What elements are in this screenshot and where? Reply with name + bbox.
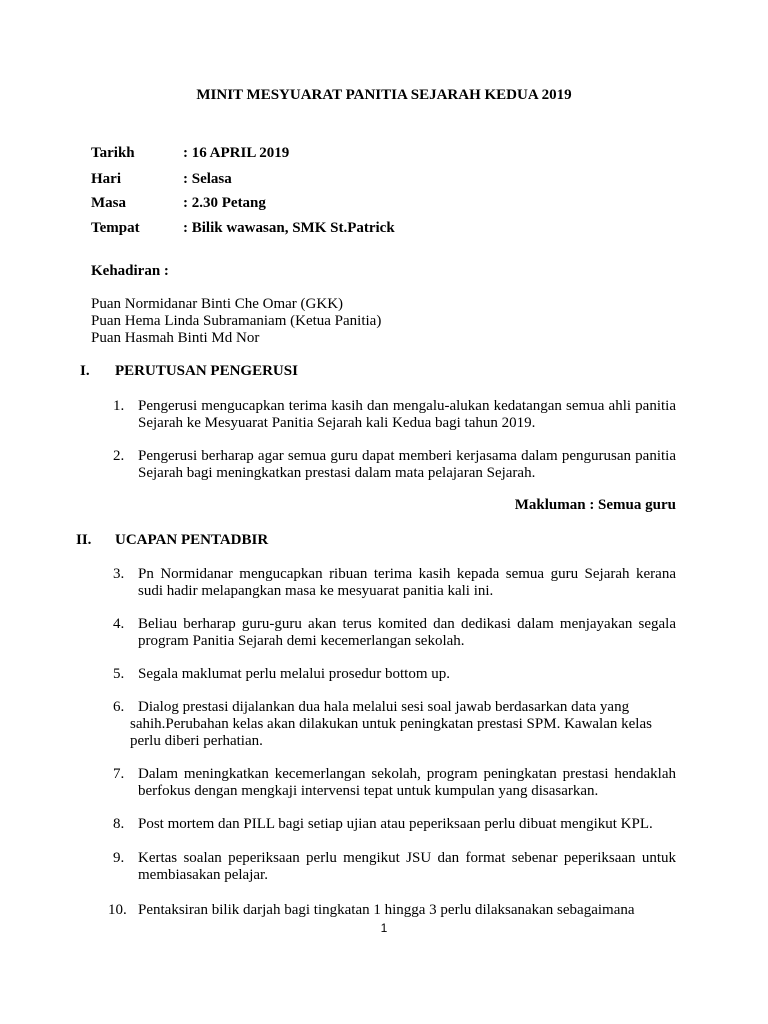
item-text: Pengerusi berharap agar semua guru dapat memberi kerjasama dalam pengurusan panitia Sejarah bagi meningkatkan prestasi dalam mata pelajaran Sejarah. (138, 448, 676, 481)
info-value-day: : Selasa (183, 171, 232, 187)
info-label-place: Tempat (91, 220, 140, 236)
item-text-line: perlu diberi perhatian. (130, 733, 263, 749)
item-text: Pentaksiran bilik darjah bagi tingkatan 1 hingga 3 perlu dilaksanakan sebagaimana (138, 902, 635, 918)
section-title: UCAPAN PENTADBIR (115, 532, 269, 548)
list-item (113, 666, 676, 683)
info-value-date: : 16 APRIL 2019 (183, 145, 290, 161)
item-number: 9. (113, 850, 125, 866)
item-text: Beliau berharap guru-guru akan terus komited dan dedikasi dalam menjayakan segala program Panitia Sejarah demi kecemerlangan sekolah. (138, 616, 676, 649)
list-item (113, 850, 676, 884)
item-text: Kertas soalan peperiksaan perlu mengikut JSU dan format sebenar peperiksaan untuk membiasakan pelajar. (138, 850, 676, 883)
info-label-time: Masa (91, 195, 126, 211)
item-text: Pn Normidanar mengucapkan ribuan terima kasih kepada semua guru Sejarah kerana sudi hadir melapangkan masa ke mesyuarat panitia kali ini. (138, 566, 676, 599)
attendance-member: Puan Hema Linda Subramaniam (Ketua Panitia) (91, 313, 382, 329)
list-item (113, 816, 676, 833)
item-number: 1. (113, 398, 125, 414)
info-value-time: : 2.30 Petang (183, 195, 266, 211)
item-number: 7. (113, 766, 125, 782)
page-number: 1 (380, 921, 388, 935)
list-item (113, 398, 676, 432)
list-item (113, 616, 676, 650)
attendance-heading: Kehadiran : (91, 263, 169, 279)
list-item (113, 566, 676, 600)
item-text-line: sahih.Perubahan kelas akan dilakukan untuk peningkatan prestasi SPM. Kawalan kelas (130, 716, 652, 732)
item-number: 3. (113, 566, 125, 582)
section-numeral: II. (76, 532, 92, 548)
item-number: 10. (108, 902, 127, 918)
item-text: Post mortem dan PILL bagi setiap ujian atau peperiksaan perlu dibuat mengikut KPL. (138, 816, 653, 832)
item-text-line: Dialog prestasi dijalankan dua hala melalui sesi soal jawab berdasarkan data yang (138, 699, 630, 715)
document-title: MINIT MESYUARAT PANITIA SEJARAH KEDUA 2019 (196, 87, 572, 103)
section-title: PERUTUSAN PENGERUSI (115, 363, 298, 379)
item-number: 2. (113, 448, 125, 464)
item-text: Dalam meningkatkan kecemerlangan sekolah, program peningkatan prestasi hendaklah berfokus dengan mengkaji intervensi tepat untuk kumpulan yang disasarkan. (138, 766, 676, 799)
attendance-member: Puan Hasmah Binti Md Nor (91, 330, 260, 346)
info-label-day: Hari (91, 171, 121, 187)
item-number: 5. (113, 666, 125, 682)
item-text: Segala maklumat perlu melalui prosedur bottom up. (138, 666, 451, 682)
item-text: Pengerusi mengucapkan terima kasih dan mengalu-alukan kedatangan semua ahli panitia Sejarah ke Mesyuarat Panitia Sejarah kali Kedua bagi tahun 2019. (138, 398, 676, 431)
list-item (113, 448, 676, 482)
section-numeral: I. (80, 363, 90, 379)
item-number: 8. (113, 816, 125, 832)
section-note: Makluman : Semua guru (514, 497, 676, 513)
item-number: 4. (113, 616, 125, 632)
info-value-place: : Bilik wawasan, SMK St.Patrick (183, 220, 395, 236)
attendance-member: Puan Normidanar Binti Che Omar (GKK) (91, 296, 344, 312)
list-item (113, 766, 676, 800)
info-label-date: Tarikh (91, 145, 135, 161)
item-number: 6. (113, 699, 125, 715)
